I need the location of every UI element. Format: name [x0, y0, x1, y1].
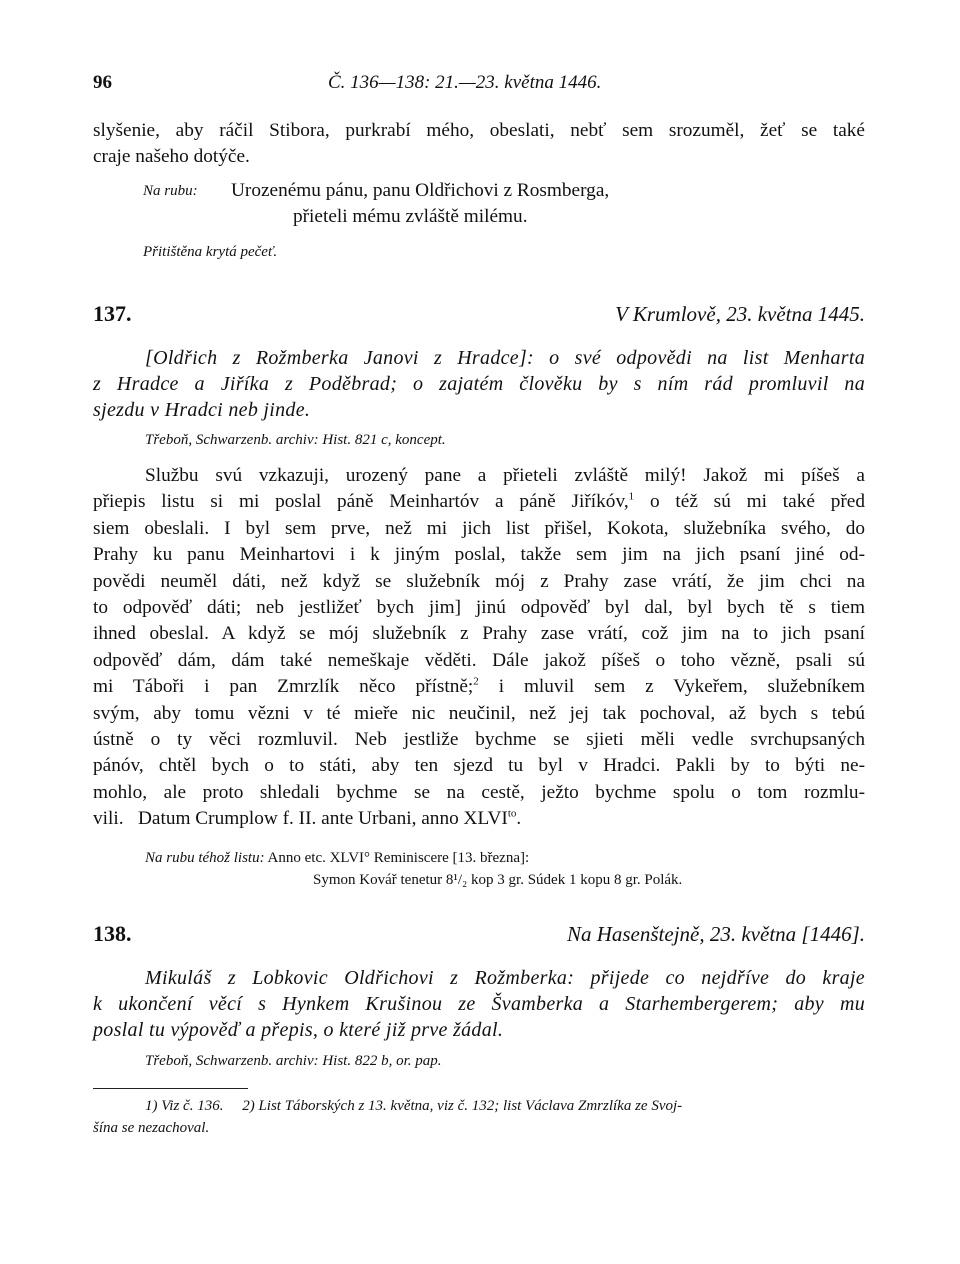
regest-line: k ukončení věcí s Hynkem Krušinou ze Švamberka a Starhembergerem; aby mu	[93, 992, 865, 1015]
page	[93, 72, 865, 1139]
dorse-line: Symon Kovář tenetur 8¹/₂ kop 3 gr. Súdek 1 kopu 8 gr. Polák.	[313, 871, 683, 888]
address-label: Na rubu:	[143, 183, 198, 199]
regest-line: sjezdu v Hradci neb jinde.	[93, 399, 311, 421]
regest-line: z Hradce a Jiříka z Poděbrad; o zajatém člověku by s ním rád promluvil na	[93, 373, 865, 395]
letter-body-137	[93, 463, 865, 833]
footnote-mark: 2	[473, 675, 479, 688]
footnotes	[93, 1095, 865, 1139]
text-line: povědi neuměl dáti, než když se služebník mój z Prahy zase vrátí, že jim chci na	[93, 570, 865, 592]
dorse-label: Na rubu téhož listu:	[145, 849, 265, 866]
text-line: Prahy ku panu Meinhartovi i k jiným poslal, takže sem jim na jich psaní jiné od-	[93, 544, 865, 566]
text-segment: .	[516, 808, 522, 830]
running-header	[93, 72, 865, 102]
text-line: Službu svú vzkazuji, urozený pane a přieteli zvláště milý! Jakož mi píšeš a	[145, 465, 865, 486]
text-line: slyšenie, aby ráčil Stibora, purkrabí mého, obeslati, nebť sem srozuměl, žeť se také	[93, 120, 865, 141]
text-segment: o též sú mi také před	[634, 491, 865, 513]
text-line: pánóv, chtěl bych o to státi, aby ten sjezd tu byl v Hradci. Pakli by to býti ne-	[93, 755, 865, 777]
regest-line: [Oldřich z Rožmberka Janovi z Hradce]: o své odpovědi na list Menharta	[145, 347, 865, 369]
seal-note: Přitištěna krytá pečeť.	[143, 244, 278, 260]
document-place-date: Na Hasenštejně, 23. května [1446].	[566, 921, 865, 946]
text-line: mohlo, ale proto shledali bychme se na cestě, ježto bychme spolu o tom rozmlu-	[93, 781, 865, 803]
address-text	[231, 178, 609, 230]
document-heading-138	[93, 921, 865, 947]
running-title: Č. 136—138: 21.—23. května 1446.	[328, 72, 602, 93]
regest-line: Mikuláš z Lobkovic Oldřichovi z Rožmberka: přijede co nejdříve do kraje	[145, 966, 865, 989]
document-number: 137.	[93, 301, 132, 326]
footnote-line: šína se nezachoval.	[93, 1119, 210, 1136]
text-segment: mi Táboři i pan Zmrzlík něco přístně;	[93, 676, 474, 698]
text-line: svým, aby tomu vězni v té mieře nic neučinil, než jej tak pochoval, až bych s tebú	[93, 702, 865, 724]
text-line	[93, 674, 865, 700]
source-note-138: Třeboň, Schwarzenb. archiv: Hist. 822 b, or. pap.	[145, 1052, 442, 1069]
regest-137	[93, 345, 865, 423]
source-note-137: Třeboň, Schwarzenb. archiv: Hist. 821 c, koncept.	[145, 432, 446, 448]
regest-138	[93, 965, 865, 1043]
document-number: 138.	[93, 920, 132, 946]
dorse-text: Anno etc. XLVI° Reminiscere [13. března]:	[267, 849, 530, 866]
superscript: to	[507, 807, 517, 820]
text-line: ústně o ty věci rozmluvil. Neb jestliže bychme se sjieti měli vedle svrchupsaných	[93, 729, 865, 751]
text-line: to odpověď dáti; neb jestližeť bych jim] jinú odpověď byl dal, byl bych tě s tiem	[93, 597, 865, 619]
text-line: siem obeslali. I byl sem prve, než mi jich list přišel, Kokota, služebníka svého, do	[93, 517, 865, 539]
text-line: craje našeho dotýče.	[93, 146, 250, 167]
document-heading-137	[93, 301, 865, 327]
document-place-date: V Krumlově, 23. května 1445.	[615, 302, 865, 326]
regest-line: poslal tu výpověď a přepis, o které již prve žádal.	[93, 1018, 504, 1041]
address-line: přieteli mému zvláště milému.	[293, 206, 528, 227]
text-segment: i mluvil sem z Vykeřem, služebníkem	[478, 676, 865, 698]
text-segment: vili. Datum Crumplow f. II. ante Urbani, anno XLVI	[93, 808, 508, 830]
text-line	[93, 806, 865, 832]
continuation-text	[93, 118, 865, 170]
footnote-mark: 1	[628, 490, 635, 503]
address-note	[93, 178, 865, 230]
footnote-divider	[93, 1088, 248, 1089]
footnote-line: 1) Viz č. 136. 2) List Táborských z 13. května, viz č. 132; list Václava Zmrzlíka ze Svoj-	[145, 1097, 683, 1114]
dorse-line	[145, 847, 865, 869]
dorse-note-137	[145, 847, 865, 891]
page-number: 96	[93, 72, 112, 93]
text-segment: přiepis listu si mi poslal páně Meinhartóv a páně Jiříkóv,	[93, 491, 629, 513]
address-line: Urozenému pánu, panu Oldřichovi z Rosmberga,	[231, 180, 610, 201]
text-line: odpověď dám, dám také nemeškaje věděti. Dále jakož píšeš o toho vězně, psali sú	[93, 649, 865, 671]
text-line	[93, 489, 865, 515]
text-line: ihned obeslal. A když se mój služebník z Prahy zase vrátí, což jim na to jich psaní	[93, 623, 865, 645]
